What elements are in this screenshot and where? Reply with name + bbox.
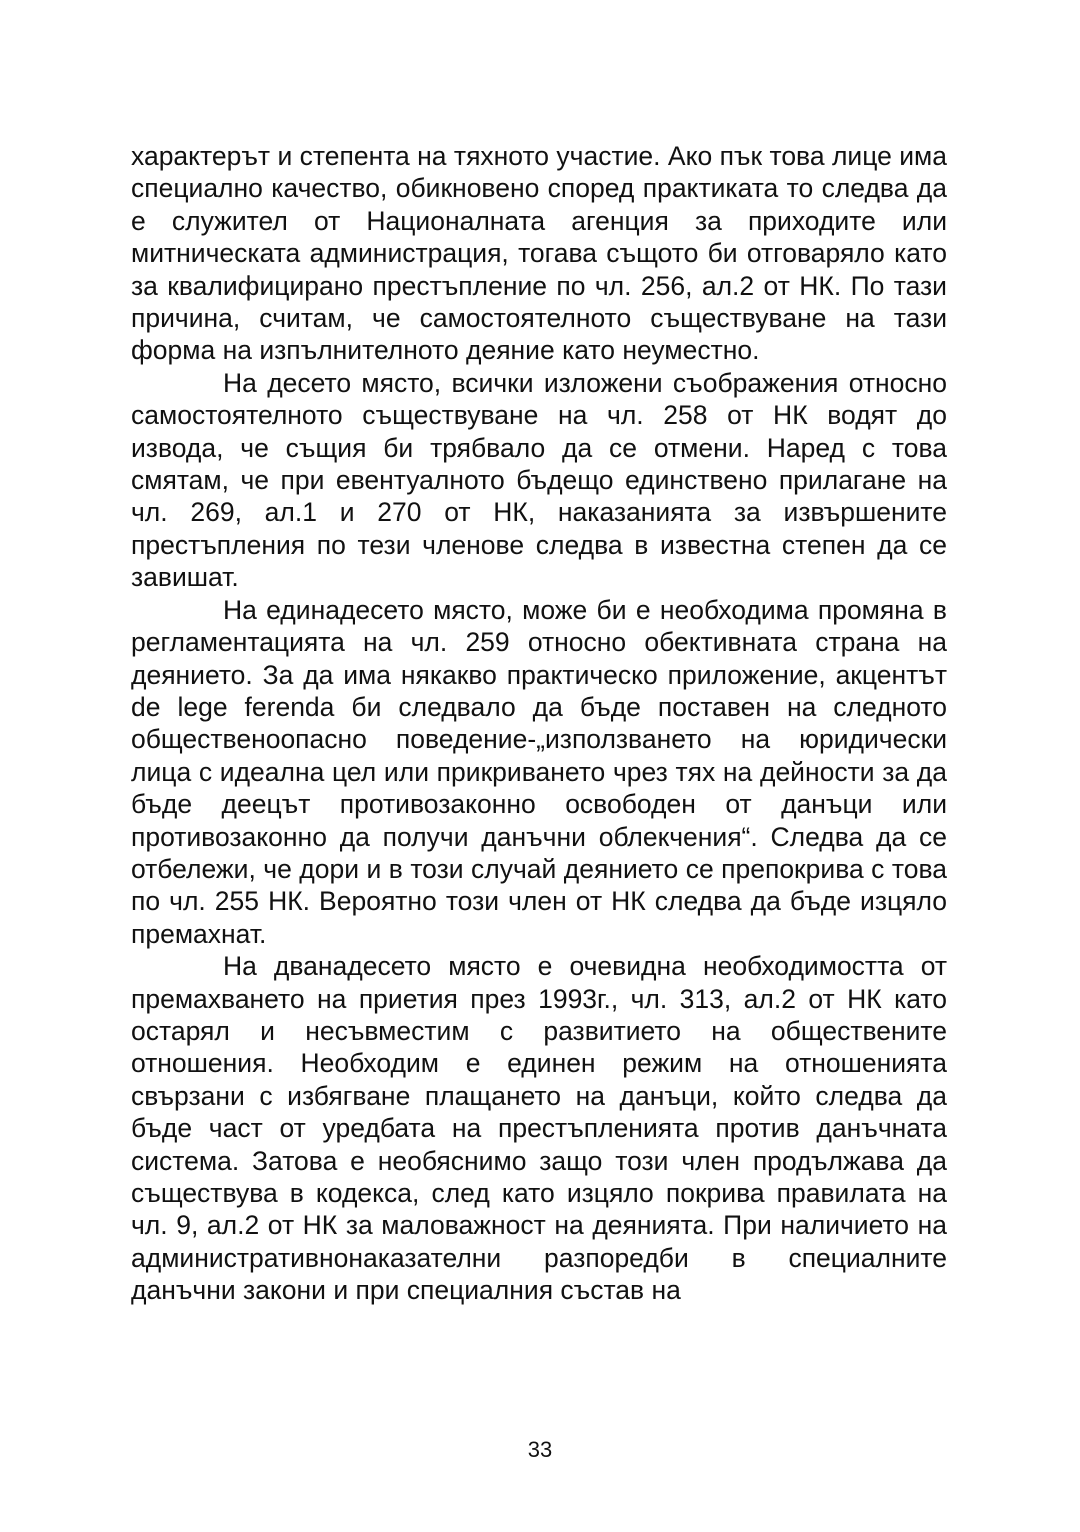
paragraph-continuation: характерът и степента на тяхното участие. Ако пък това лице има специално качество, обикновено според практиката то следва да е служител от Националната агенция за приходите или митническата администрация, тогава същото би отговаряло като за квалифицирано престъпление по чл. 256, ал.2 от НК. По тази причина, считам, че самостоятелното съществуване на тази форма на изпълнителното деяние като неуместно. bbox=[131, 141, 947, 366]
paragraph-tenth-point: На десето място, всички изложени съображения относно самостоятелното съществуване на чл. 258 от НК водят до извода, че същия би трябвало да се отмени. Наред с това смятам, че при евентуалното бъдещо единствено прилагане на чл. 269, ал.1 и 270 от НК, наказанията за извършените престъпления по тези членове следва в известна степен да се завишат. bbox=[131, 367, 947, 593]
paragraph-eleventh-point: На единадесето място, може би е необходима промяна в регламентацията на чл. 259 относно обективната страна на деянието. За да има някакво практическо приложение, акцентът de lege ferenda би следвало да бъде поставен на следното общественоопасно поведение-„използването на юридически лица с идеална цел или прикриването чрез тях на дейности за да бъде деецът противозаконно освободен от данъци или противозаконно да получи данъчни облекчения“. Следва да се отбележи, че дори и в този случай деянието се препокрива с това по чл. 255 НК. Вероятно този член от НК следва да бъде изцяло премахнат. bbox=[131, 594, 947, 949]
page-number: 33 bbox=[527, 1437, 553, 1462]
paragraph-twelfth-point: На дванадесето място е очевидна необходимостта от премахването на приетия през 1993г., чл. 313, ал.2 от НК като остарял и несъвместим с развитието на обществените отношения. Необходим е единен режим на отношенията свързани с избягване плащането на данъци, който следва да бъде част от уредбата на престъпленията против данъчната система. Затова е необяснимо защо този член продължава да съществува в кодекса, след като изцяло покрива правилата на чл. 9, ал.2 от НК за маловажност на деянията. При наличието на административнонаказателни разпоредби в специалните данъчни закони и при специалния състав на bbox=[131, 951, 947, 1306]
body-text bbox=[131, 140, 947, 1307]
